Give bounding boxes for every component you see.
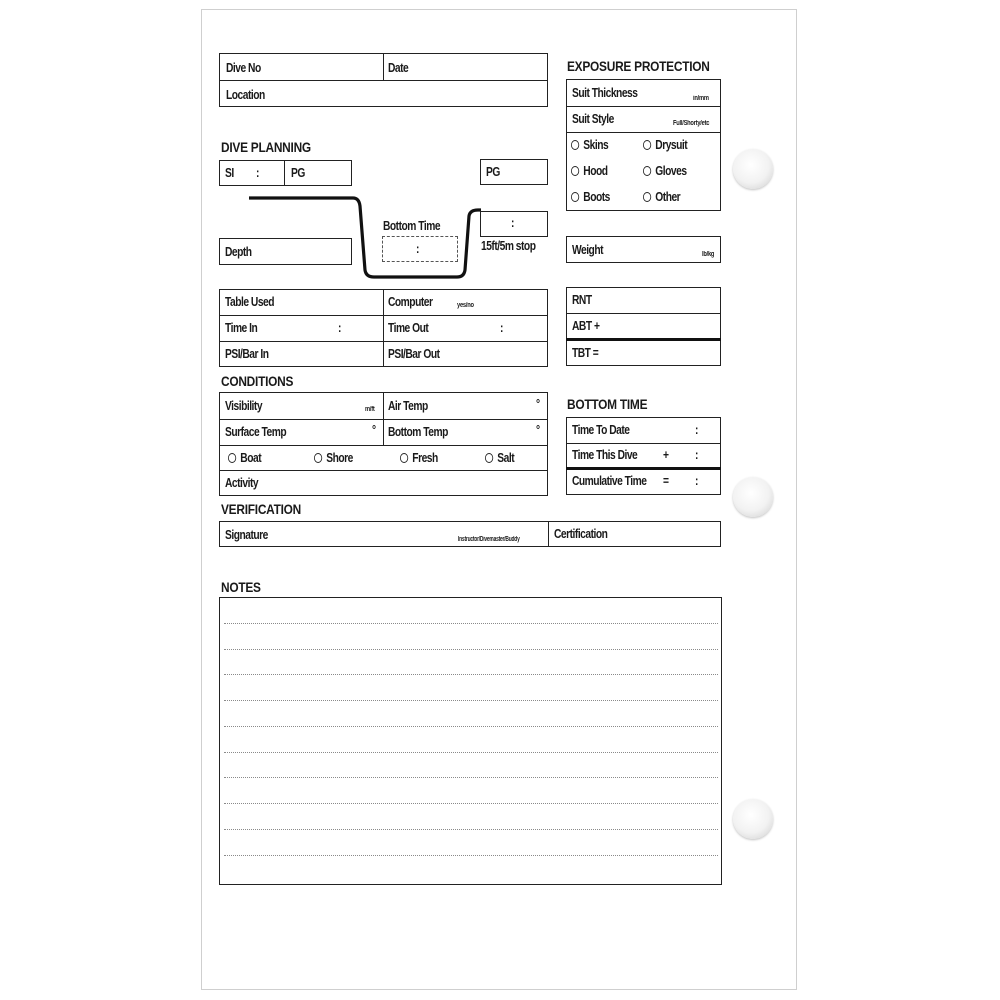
option-hood[interactable]: Hood (571, 164, 608, 178)
bottom-temp-degree: ° (536, 423, 540, 437)
verification-box (219, 521, 721, 547)
divider (566, 132, 721, 133)
divider (548, 521, 549, 547)
dive-no-field[interactable]: Dive No (226, 61, 261, 75)
divider (566, 338, 721, 341)
option-drysuit[interactable]: Drysuit (643, 138, 687, 152)
weight-unit: lb/kg (702, 251, 715, 258)
cumulative-time-field[interactable]: Cumulative Time (572, 474, 647, 488)
binder-hole (733, 477, 773, 517)
time-this-dive-field[interactable]: Time This Dive (572, 448, 638, 462)
computer-unit: yes/no (457, 302, 474, 309)
divider (566, 313, 721, 314)
abt-field[interactable]: ABT + (572, 319, 600, 333)
bottom-time-label: Bottom Time (383, 219, 441, 233)
cumulative-time-colon: : (695, 474, 698, 488)
rnt-field[interactable]: RNT (572, 293, 592, 307)
signature-note: Instructor/Divemaster/Buddy (458, 536, 520, 543)
radio-icon (643, 166, 651, 176)
bottom-time-colon: : (416, 242, 419, 256)
bottom-time-field[interactable] (382, 236, 458, 262)
divider (383, 53, 384, 81)
suit-thickness-field[interactable]: Suit Thickness (572, 86, 638, 100)
time-to-date-field[interactable]: Time To Date (572, 423, 630, 437)
binder-hole (733, 799, 773, 839)
weight-label: Weight (572, 243, 604, 257)
radio-icon (485, 453, 493, 463)
exposure-protection-heading: EXPOSURE PROTECTION (567, 58, 710, 74)
air-temp-field[interactable]: Air Temp (388, 399, 428, 413)
conditions-heading: CONDITIONS (221, 373, 294, 389)
start-pressure-group-field[interactable]: PG (291, 166, 305, 180)
depth-label: Depth (225, 245, 252, 259)
note-line (224, 803, 718, 804)
option-shore[interactable]: Shore (314, 451, 353, 465)
signature-field[interactable]: Signature (225, 528, 268, 542)
option-skins[interactable]: Skins (571, 138, 608, 152)
divider (383, 289, 384, 367)
time-out-field[interactable]: Time Out (388, 321, 429, 335)
suit-style-unit: Full/Shorty/etc (673, 120, 710, 127)
note-line (224, 649, 718, 650)
certification-field[interactable]: Certification (554, 527, 608, 541)
cumulative-time-equals: = (663, 474, 669, 488)
option-other[interactable]: Other (643, 190, 680, 204)
bottom-temp-field[interactable]: Bottom Temp (388, 425, 448, 439)
divider (219, 470, 548, 471)
time-in-colon: : (338, 321, 341, 335)
note-line (224, 777, 718, 778)
surface-temp-field[interactable]: Surface Temp (225, 425, 287, 439)
note-line (224, 700, 718, 701)
note-line (224, 829, 718, 830)
suit-thickness-unit: in/mm (693, 95, 709, 102)
suit-style-field[interactable]: Suit Style (572, 112, 614, 126)
psi-out-field[interactable]: PSI/Bar Out (388, 347, 440, 361)
divider (383, 392, 384, 446)
activity-field[interactable]: Activity (225, 476, 259, 490)
divider (566, 467, 721, 470)
option-fresh[interactable]: Fresh (400, 451, 438, 465)
divider (566, 106, 721, 107)
tbt-field[interactable]: TBT = (572, 346, 599, 360)
option-boat[interactable]: Boat (228, 451, 261, 465)
radio-icon (643, 192, 651, 202)
time-this-dive-plus: + (663, 448, 669, 462)
dive-planning-heading: DIVE PLANNING (221, 139, 311, 155)
date-field[interactable]: Date (388, 61, 409, 75)
radio-icon (400, 453, 408, 463)
radio-icon (571, 166, 579, 176)
notes-heading: NOTES (221, 579, 261, 595)
divider (566, 443, 721, 444)
si-colon: : (256, 166, 259, 180)
note-line (224, 623, 718, 624)
psi-in-field[interactable]: PSI/Bar In (225, 347, 269, 361)
time-out-colon: : (500, 321, 503, 335)
time-this-dive-colon: : (695, 448, 698, 462)
time-in-field[interactable]: Time In (225, 321, 258, 335)
binder-hole (733, 149, 773, 189)
bottom-time-heading: BOTTOM TIME (567, 396, 648, 412)
note-line (224, 855, 718, 856)
surface-temp-degree: ° (372, 423, 376, 437)
si-pg-box (219, 160, 352, 186)
air-temp-degree: ° (536, 397, 540, 411)
radio-icon (571, 192, 579, 202)
location-field[interactable]: Location (226, 88, 265, 102)
note-line (224, 752, 718, 753)
visibility-unit: m/ft (365, 406, 375, 413)
radio-icon (571, 140, 579, 150)
option-boots[interactable]: Boots (571, 190, 610, 204)
radio-icon (228, 453, 236, 463)
note-line (224, 674, 718, 675)
stop-colon: : (511, 216, 514, 230)
option-gloves[interactable]: Gloves (643, 164, 687, 178)
visibility-field[interactable]: Visibility (225, 399, 263, 413)
table-used-field[interactable]: Table Used (225, 295, 275, 309)
end-pressure-group-field[interactable]: PG (486, 165, 500, 179)
safety-stop-field[interactable] (480, 211, 548, 237)
radio-icon (643, 140, 651, 150)
radio-icon (314, 453, 322, 463)
divider (284, 160, 285, 186)
note-line (224, 726, 718, 727)
notes-area[interactable] (219, 597, 722, 885)
surface-interval-field[interactable]: SI (225, 166, 234, 180)
verification-heading: VERIFICATION (221, 501, 302, 517)
option-salt[interactable]: Salt (485, 451, 514, 465)
computer-field[interactable]: Computer (388, 295, 433, 309)
safety-stop-label: 15ft/5m stop (481, 239, 536, 253)
time-to-date-colon: : (695, 423, 698, 437)
